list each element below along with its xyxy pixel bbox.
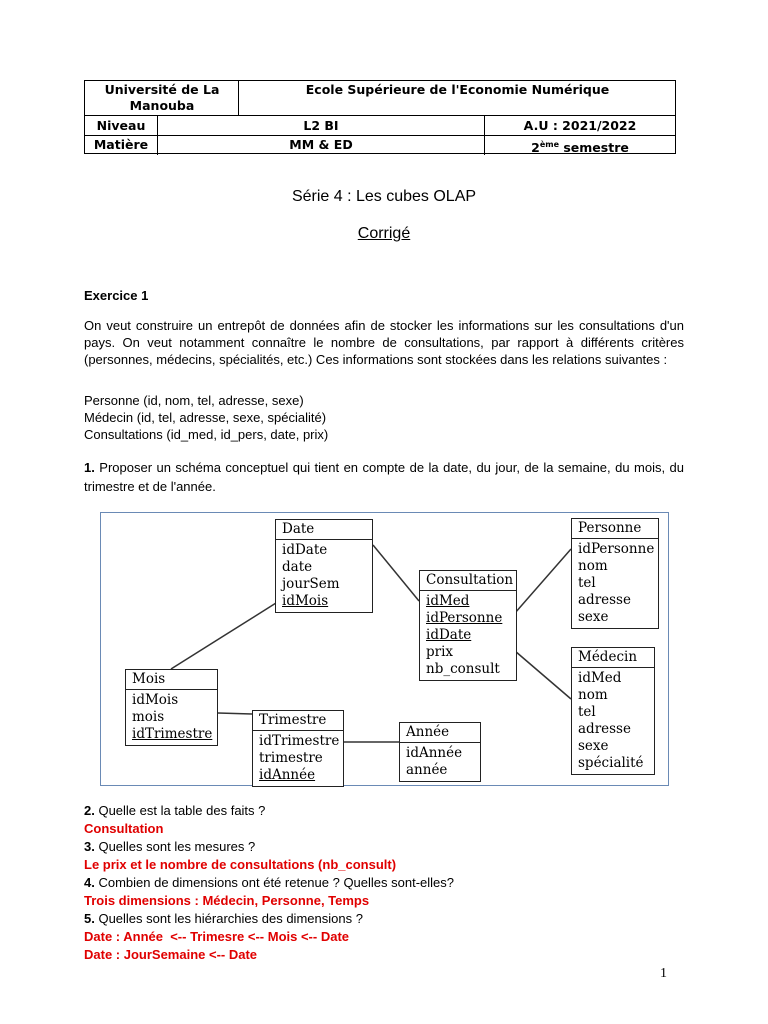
attr-idmed: idMed	[578, 670, 622, 686]
entity-personne-title: Personne	[572, 519, 658, 539]
attr-joursem: jourSem	[282, 576, 340, 592]
question-5: 5. Quelles sont les hiérarchies des dimensions ?	[84, 911, 363, 926]
connector-consultation-medecin	[515, 651, 571, 699]
entity-personne	[571, 518, 659, 629]
attr-specialite: spécialité	[578, 755, 644, 771]
attr-adresse: adresse	[578, 592, 631, 608]
attr-idpersonne: idPersonne	[426, 610, 503, 626]
entity-consultation	[419, 570, 517, 681]
matiere-label: Matière	[93, 137, 149, 152]
school-name: Ecole Supérieure de l'Economie Numérique	[305, 82, 610, 97]
attr-idmois: idMois	[282, 593, 329, 609]
attr-sexe: sexe	[578, 609, 609, 625]
connector-date-mois	[171, 603, 276, 669]
conceptual-schema-diagram	[100, 512, 669, 786]
attr-tel: tel	[578, 704, 596, 720]
entity-consultation-title: Consultation	[420, 571, 516, 591]
answer-5-line-2: Date : JourSemaine <-- Date	[84, 947, 258, 962]
attr-idpersonne: idPersonne	[578, 541, 655, 557]
attr-tel: tel	[578, 575, 596, 591]
matiere-value: MM & ED	[289, 137, 353, 152]
entity-mois-title: Mois	[126, 670, 217, 690]
exercise-intro: On veut construire un entrepôt de données afin de stocker les informations sur les consultations d'un pays. On veut notamment connaître le nombre de consultations, par rapport à différents critères (personnes, médecins, spécialités, etc.) Ces informations sont stockées dans les relations suivantes :	[84, 318, 684, 367]
attr-idtrimestre: idTrimestre	[132, 726, 213, 742]
question-1: 1. Proposer un schéma conceptuel qui tient en compte de la date, du jour, de la semaine, du mois, du trimestre et de l'année.	[84, 460, 684, 494]
entity-date-title: Date	[276, 520, 372, 540]
connector-consultation-personne	[515, 549, 571, 613]
entity-medecin-title: Médecin	[572, 648, 654, 668]
entity-date	[275, 519, 373, 613]
attr-idmois: idMois	[132, 692, 179, 708]
answer-3: Le prix et le nombre de consultations (nb_consult)	[84, 857, 397, 872]
exercise-heading: Exercice 1	[84, 288, 149, 303]
entity-trimestre	[252, 710, 344, 787]
relation-consultations: Consultations (id_med, id_pers, date, prix)	[84, 427, 329, 442]
question-3: 3. Quelles sont les mesures ?	[84, 839, 256, 854]
question-2: 2. Quelle est la table des faits ?	[84, 803, 266, 818]
niveau-value: L2 BI	[303, 118, 339, 133]
connector-mois-trimestre	[218, 713, 252, 714]
attr-mois: mois	[132, 709, 165, 725]
page-title: Série 4 : Les cubes OLAP	[291, 188, 477, 205]
attr-idannee: idAnnée	[259, 767, 316, 783]
semester: 2ème semestre	[531, 140, 629, 156]
entity-annee	[399, 722, 481, 782]
entity-trimestre-title: Trimestre	[253, 711, 343, 731]
attr-annee: année	[406, 762, 448, 778]
attr-idtrimestre: idTrimestre	[259, 733, 340, 749]
entity-annee-title: Année	[400, 723, 480, 743]
attr-sexe: sexe	[578, 738, 609, 754]
answer-4: Trois dimensions : Médecin, Personne, Temps	[84, 893, 370, 908]
attr-adresse: adresse	[578, 721, 631, 737]
answer-5-line-1: Date : Année <-- Trimesre <-- Mois <-- Date	[84, 929, 350, 944]
attr-iddate: idDate	[282, 542, 328, 558]
attr-prix: prix	[426, 644, 454, 660]
entity-mois	[125, 669, 218, 746]
attr-date: date	[282, 559, 313, 575]
attr-trimestre: trimestre	[259, 750, 323, 766]
entity-medecin	[571, 647, 655, 775]
answer-2: Consultation	[84, 821, 164, 836]
page-number: 1	[660, 966, 667, 981]
academic-year: A.U : 2021/2022	[523, 118, 637, 133]
attr-nb-consult: nb_consult	[426, 661, 500, 677]
attr-idmed: idMed	[426, 593, 470, 609]
header-table	[84, 80, 676, 154]
attr-nom: nom	[578, 687, 608, 703]
attr-iddate: idDate	[426, 627, 472, 643]
page-subtitle: Corrigé	[357, 225, 411, 242]
attr-nom: nom	[578, 558, 608, 574]
connector-date-consultation	[373, 545, 419, 601]
attr-idannee: idAnnée	[406, 745, 463, 761]
relation-medecin: Médecin (id, tel, adresse, sexe, spécialité)	[84, 410, 327, 425]
question-4: 4. Combien de dimensions ont été retenue ? Quelles sont-elles?	[84, 875, 455, 890]
relation-personne: Personne (id, nom, tel, adresse, sexe)	[84, 393, 304, 408]
university-name: Université de La Manouba	[104, 82, 220, 113]
niveau-label: Niveau	[96, 118, 146, 133]
